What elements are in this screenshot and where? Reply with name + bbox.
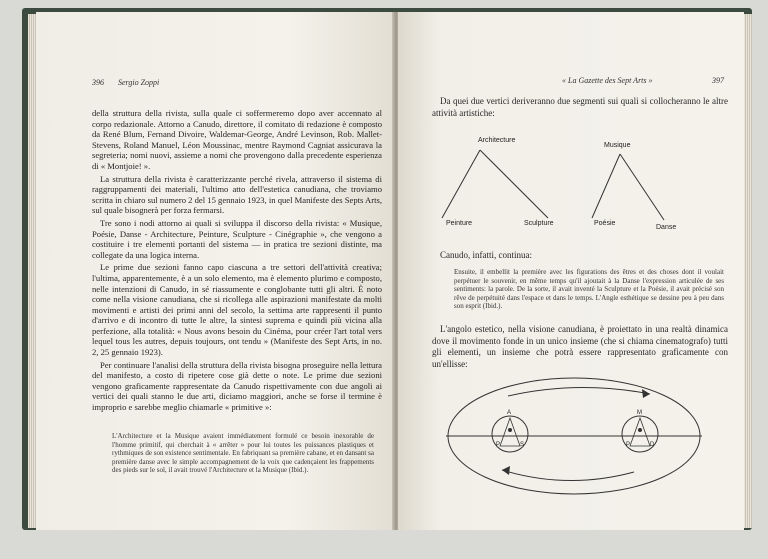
right-intro-text (432, 96, 728, 121)
label-architecture: Architecture (478, 137, 516, 144)
right-center-dot (638, 428, 642, 432)
left-body-text (92, 108, 382, 415)
paragraph: Per continuare l'analisi della struttura della rivista bisogna proseguire nella lettura del manifesto, a costo di ripetere cose già dette o note. Le prime due sezioni vengono graficamente rappresentate da Canudo rispettivamente con due angoli ai vertici dei quali stanno le due arti, diciamo maggiori, anche se forse il termine è improprio e sarebbe meglio chiamarle « primitive »: (92, 359, 382, 413)
paragraph: Tre sono i nodi attorno ai quali si sviluppa il discorso della rivista: « Musique, Poésie, Danse - Architecture, Peinture, Sculpture - Cinégraphie », che vengono a costituire i tre elementi portanti del sistema — in pratica tre sezioni distinte, ma collegate da una logica interna. (92, 217, 382, 260)
top-arrowhead (642, 389, 650, 398)
ellipse-letter-p: P (496, 442, 501, 448)
aesthetic-angles-diagram (438, 140, 698, 236)
right-running-head: « La Gazette des Sept Arts » (562, 76, 653, 85)
right-canudo-line (432, 250, 728, 263)
ellipse-letter-a: A (507, 410, 512, 416)
right-block-quote: Ensuite, il embellit la première avec les figurations des êtres et des choses dont il voulait perpétuer le souvenir, en même temps qu'il ajoutait à la Danse l'expression articulée de ses sentiments: la parole. De la sorte, il avait inventé la Sculpture et la Poésie, il avait précisé son rêve de perpétuité dans l'espace et dans le temps. L'Angle esthétique se dessine peu à peu dans son esprit (Ibid.). (454, 268, 724, 311)
label-musique: Musique (604, 142, 631, 149)
ellipse-diagram (438, 372, 708, 502)
left-block-quote: L'Architecture et la Musique avaient immédiatement formulé ce besoin inexorable de l'homme primitif, qui cherchait à « arrêter » pour lui toutes les puissances plastiques et rythmiques de son existence sentimentale. En fabriquant sa première cabane, et en dansant sa première danse avec le simple accompagnement de la voix que cadençaient les frappements des pieds sur le sol, il avait trouvé l'Architecture et la Musique (Ibid.). (112, 432, 374, 475)
ellipse-letter-m: M (637, 410, 642, 416)
label-danse: Danse (656, 224, 677, 231)
bottom-arrow-curve (502, 470, 634, 481)
label-sculpture: Sculpture (524, 220, 554, 227)
right-page (398, 12, 744, 530)
paragraph: Le prime due sezioni fanno capo ciascuna a tre settori dell'attività creativa; l'ultima, apparentemente, è a un solo elemento, ma è elemento plurimo e composto, nelle intenzioni di Canudo, in sé riassumente e conglobante tutti gli altri. È noto come nella visione canudiana, che si ricollega alle aspirazioni manifestate da molti movimenti e artisti dei primi anni del secolo, la settima arte rappresenti il punto d'arrivo e di incontro di tutte le altre, la sintesi suprema e quindi più vicina alla perfezione, alla totalità: « Nous avons besoin du Cinéma, pour créer l'art total vers lequel tous les autres, depuis toujours, ont tendu » (Manifeste des Sept Arts, in no. 2, 25 gennaio 1923). (92, 262, 382, 358)
paragraph: Canudo, infatti, continua: (440, 250, 532, 260)
ellipse-letter-d: D (650, 442, 655, 448)
ellipse-letter-p2: P (626, 442, 631, 448)
left-page (36, 12, 395, 530)
right-page-edges (744, 14, 752, 528)
paragraph: L'angolo estetico, nella visione canudiana, è proiettato in una realtà dinamica dove il movimento fonde in un unico insieme (che si chiama cinematografo) tutti gli elementi, un insieme che potrà essere rappresentato graficamente con un'ellisse: (432, 324, 728, 369)
bottom-arrowhead (502, 466, 510, 475)
left-page-edges (28, 14, 36, 528)
right-page-number: 397 (712, 76, 724, 85)
top-arrow-curve (508, 387, 650, 396)
label-peinture: Peinture (446, 220, 473, 227)
paragraph: La struttura della rivista è caratterizzante perché rivela, attraverso il sistema di raggruppamenti dei materiali, l'ultimo atto dell'estetica canudiana, che troviamo scritta in chiaro sul numero 2 del 15 gennaio 1923, in quel Manifeste des Septs Arts, sul quale bisognerà per forza fermarsi. (92, 173, 382, 216)
left-center-dot (508, 428, 512, 432)
paragraph: Da quei due vertici deriveranno due segmenti sui quali si collocheranno le altre attività artistiche: (432, 96, 728, 118)
label-poesie: Poésie (594, 220, 616, 227)
left-running-head: Sergio Zoppi (118, 78, 160, 87)
left-page-number: 396 (92, 78, 104, 87)
ellipse-letter-s: S (520, 442, 525, 448)
paragraph: della struttura della rivista, sulla quale ci soffermeremo dopo aver accennato al corpo redazionale. Attorno a Canudo, direttore, il comitato di redazione è composto da René Blum, Fernand Divoire, Waldemar-George, André Levinson, Rob. Mallet-Stevens, Roland Manuel, Léon Moussinac, mentre Raymond Cagniat assicurava la segreteria; nomi nuovi, assieme a nomi che provengono dalla precedente esperienza di « Montjoie! ». (92, 108, 382, 171)
right-closing-text (432, 324, 728, 372)
